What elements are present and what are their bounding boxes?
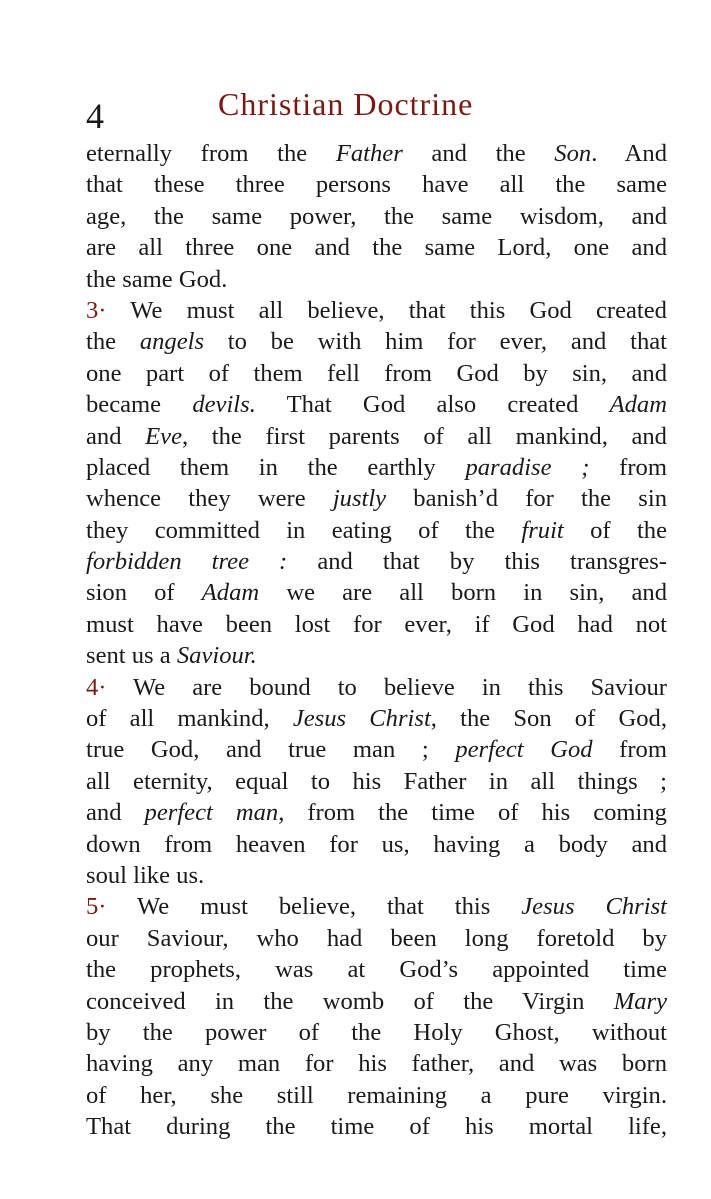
- italic-text: Jesus Christ: [521, 893, 667, 921]
- italic-text: Saviour.: [176, 642, 257, 670]
- text-line: [86, 797, 667, 828]
- text-segment: sent us a: [86, 642, 177, 670]
- text-line: [86, 389, 667, 420]
- italic-text: Eve: [145, 422, 182, 450]
- page-number: 4: [86, 96, 104, 136]
- text-line: [86, 358, 667, 389]
- text-segment: of the: [563, 516, 667, 544]
- text-line: [86, 326, 667, 357]
- text-segment: are all three one and the same Lord, one and: [86, 234, 667, 262]
- text-line: [86, 421, 667, 452]
- text-line: [86, 232, 667, 263]
- text-segment: eternally from the: [86, 140, 336, 167]
- text-segment: We must all believe, that this God created: [130, 296, 667, 324]
- paragraph-number: 4·: [86, 673, 134, 701]
- text-line: [86, 546, 667, 577]
- text-segment: and that by this transgres-: [287, 548, 668, 576]
- paragraph-number: 3·: [86, 296, 131, 324]
- text-line: [86, 829, 667, 860]
- text-line: [86, 923, 667, 954]
- text-segment: by the power of the Holy Ghost, without: [86, 1018, 667, 1046]
- text-segment: sion of: [86, 579, 202, 607]
- italic-text: forbidden tree :: [86, 548, 288, 576]
- text-line: [86, 1111, 667, 1142]
- text-line: [86, 1080, 667, 1111]
- text-segment: soul like us.: [86, 861, 205, 889]
- text-line: [86, 452, 667, 483]
- text-line: [86, 609, 667, 640]
- italic-text: fruit: [521, 516, 564, 544]
- text-segment: we are all born in sin, and: [259, 579, 668, 607]
- text-line: [86, 515, 667, 546]
- text-segment: banish’d for the sin: [386, 485, 667, 513]
- italic-text: devils.: [192, 391, 256, 419]
- text-segment: the: [86, 328, 140, 356]
- text-line: [86, 483, 667, 514]
- italic-text: justly: [332, 485, 387, 513]
- text-segment: all eternity, equal to his Father in all things ;: [86, 767, 667, 795]
- text-line: [86, 703, 667, 734]
- text-line: [86, 734, 667, 765]
- text-segment: That God also created: [255, 391, 610, 419]
- text-line: [86, 986, 667, 1017]
- text-segment: true God, and true man ;: [86, 736, 456, 764]
- text-segment: of all mankind,: [86, 705, 293, 733]
- text-line: [86, 860, 667, 891]
- text-line: [86, 640, 667, 671]
- text-line: [86, 201, 667, 232]
- italic-text: Adam: [609, 391, 667, 419]
- text-line: [86, 577, 667, 608]
- text-line: [86, 1048, 667, 1079]
- text-line: [86, 295, 667, 326]
- text-segment: down from heaven for us, having a body and: [86, 830, 667, 858]
- text-line: [86, 1017, 667, 1048]
- text-line: [86, 954, 667, 985]
- text-segment: one part of them fell from God by sin, and: [86, 359, 667, 387]
- text-segment: whence they were: [86, 485, 333, 513]
- text-segment: the prophets, was at God’s appointed time: [86, 956, 667, 984]
- text-segment: must have been lost for ever, if God had not: [86, 610, 667, 638]
- text-segment: , the Son of God,: [430, 705, 667, 733]
- body-text: [86, 138, 667, 1143]
- text-line: [86, 766, 667, 797]
- text-segment: and the: [402, 140, 555, 167]
- italic-text: angels: [139, 328, 205, 356]
- italic-text: Father: [335, 140, 403, 167]
- text-segment: We must believe, that this: [136, 893, 522, 921]
- text-line: [86, 264, 667, 295]
- text-segment: our Saviour, who had been long foretold by: [86, 924, 667, 952]
- italic-text: Son: [554, 140, 592, 167]
- paragraph-number: 5·: [86, 893, 137, 921]
- text-segment: of her, she still remaining a pure virgin.: [86, 1081, 667, 1109]
- text-segment: That during the time of his mortal life,: [86, 1113, 667, 1141]
- text-segment: that these three persons have all the same: [86, 171, 667, 199]
- text-segment: age, the same power, the same wisdom, and: [86, 202, 667, 230]
- text-segment: became: [86, 391, 193, 419]
- italic-text: perfect man: [144, 799, 279, 827]
- text-segment: they committed in eating of the: [86, 516, 522, 544]
- text-segment: from: [589, 453, 667, 481]
- text-segment: and: [86, 422, 146, 450]
- running-title: Christian Doctrine: [218, 86, 474, 122]
- italic-text: Adam: [201, 579, 260, 607]
- text-segment: placed them in the earthly: [86, 453, 466, 481]
- text-segment: to be with him for ever, and that: [204, 328, 667, 356]
- text-segment: , from the time of his coming: [278, 799, 667, 827]
- text-line: [86, 169, 667, 200]
- italic-text: Mary: [613, 987, 667, 1015]
- text-line: [86, 138, 667, 169]
- text-line: [86, 891, 667, 922]
- text-segment: having any man for his father, and was born: [86, 1050, 667, 1078]
- page-header: [0, 78, 711, 138]
- italic-text: Jesus Christ: [292, 705, 431, 733]
- text-segment: the same God.: [86, 265, 228, 293]
- text-segment: . And: [591, 140, 667, 167]
- text-segment: and: [86, 799, 145, 827]
- text-segment: We are bound to believe in this Saviour: [133, 673, 667, 701]
- italic-text: paradise ;: [465, 453, 590, 481]
- text-segment: , the first parents of all mankind, and: [182, 422, 667, 450]
- italic-text: perfect God: [455, 736, 593, 764]
- text-line: [86, 672, 667, 703]
- text-segment: conceived in the womb of the Virgin: [86, 987, 614, 1015]
- text-segment: from: [592, 736, 667, 764]
